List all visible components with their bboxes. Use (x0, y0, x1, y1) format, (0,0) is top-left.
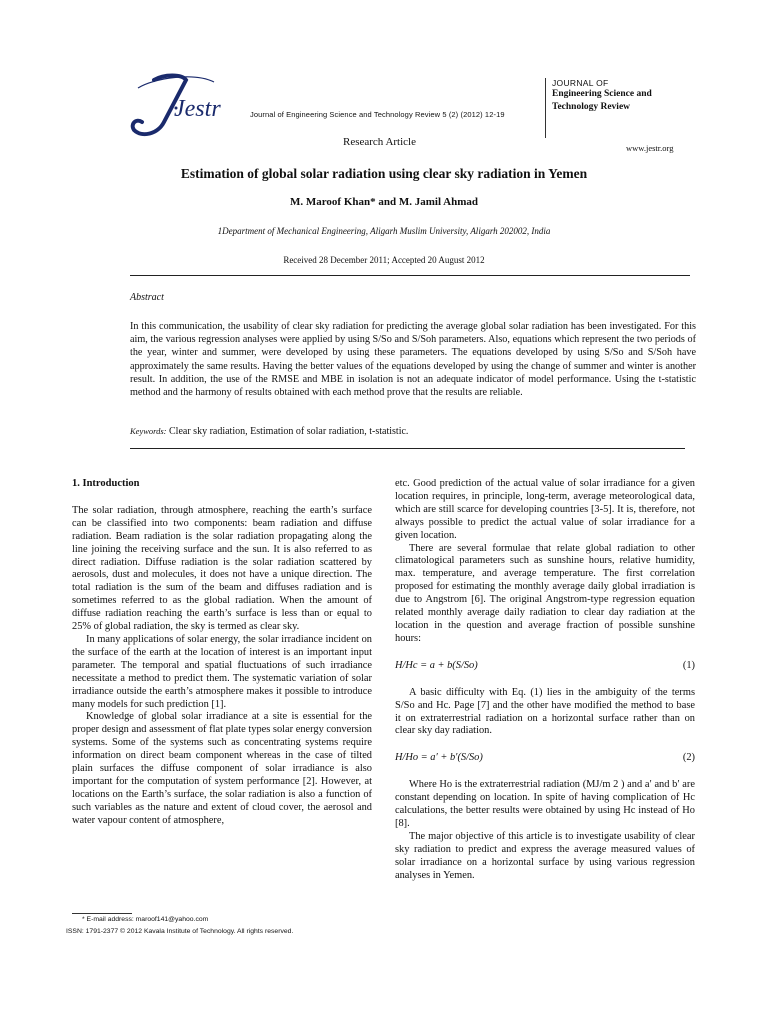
abstract-text: In this communication, the usability of clear sky radiation for predicting the average global solar radiation has been investigated. For this aim, the various regression analyses were applied by using S/So and S/Soh parameters. Also, equations which represent the two periods of the year, winter and summer, were developed by using these parameters. The equations developed by using S/So and S/Soh have approximately the same results. Having the better values of the equations developed by using the change of summer and winter is another result. In addition, the use of the RMSE and MBE in isolation is not an adequate indicator of model performance. Using the t-statistic method and the harmony of results obtained with each method prove that the results are reliable. (130, 321, 696, 399)
journal-box (545, 78, 698, 138)
issn-copyright: ISSN: 1791-2377 © 2012 Kavala Institute of Technology. All rights reserved. (66, 928, 294, 935)
divider-bottom (130, 448, 685, 449)
keywords-label: Keywords: (130, 426, 167, 436)
equation-2-formula: H/Ho = a′ + b′(S/So) (395, 752, 483, 764)
paper-authors: M. Maroof Khan* and M. Jamil Ahmad (289, 196, 479, 208)
equation-1-number: (1) (682, 659, 695, 671)
equation-1 (395, 660, 695, 673)
paragraph: There are several formulae that relate global radiation to other climatological parameters such as sunshine hours, relative humidity, max. temperature, and average temperature. The first correlation proposed for estimating the monthly average daily global irradiation is due to Angstrom [6]. The original Angstrom-type regression equation related monthly average daily radiation to clear day radiation at the location in the question and average fraction of possible sunshine hours: (395, 542, 695, 644)
author-affiliation: 1Department of Mechanical Engineering, Aligarh Muslim University, Aligarh 202002, India (217, 226, 551, 236)
author-email: * E-mail address: maroof141@yahoo.com (82, 916, 209, 923)
logo-text: Jestr (174, 96, 221, 122)
journal-website-link[interactable]: www.jestr.org (626, 143, 674, 153)
equation-2 (395, 752, 695, 765)
journal-box-label: JOURNAL OF (552, 78, 609, 88)
journal-citation: Journal of Engineering Science and Technology Review 5 (2) (2012) 12-19 (250, 110, 505, 119)
journal-box-name-2: Technology Review (552, 102, 631, 112)
equation-1-formula: H/Hc = a + b(S/So) (395, 659, 478, 671)
received-dates: Received 28 December 2011; Accepted 20 August 2012 (283, 255, 485, 265)
abstract-heading: Abstract (130, 292, 164, 303)
divider-top (130, 275, 690, 276)
paragraph: etc. Good prediction of the actual value of solar irradiance for a given location requires, in principle, long-term, average meteorological data, which are still scarce for developing countries [3-5]. It is, therefore, not always possible to predict the actual value of solar irradiance for a given location. (395, 478, 695, 541)
keywords (130, 426, 696, 437)
right-column (395, 478, 695, 882)
paragraph: In many applications of solar energy, the solar irradiance incident on the surface of the earth at the location of interest is an important input parameter. The temporal and spatial fluctuations of such irradiance necessitate a method to predict them. The systematic variation of solar irradiance outside the earth’s atmosphere makes it possible to introduce many models for such prediction [1]. (72, 633, 372, 710)
section-heading-introduction: 1. Introduction (72, 478, 140, 489)
paragraph: A basic difficulty with Eq. (1) lies in the ambiguity of the terms S/So and Hc. Page [7] and the other have modified the method to base it on extraterrestrial radiation on a horizontal surface rather than on clear sky day radiation. (395, 686, 695, 737)
footnote-rule (72, 913, 132, 914)
article-type: Research Article (343, 136, 416, 148)
paragraph: Knowledge of global solar irradiance at a site is essential for the proper design and assessment of flat plate types solar energy conversion systems. Some of the systems such as concentrating systems require information on direct beam component whereas in the case of tilted plain surfaces the diffuse component of solar irradiance is also important for the computation of system performance [2]. However, at locations on the Earth’s surface, the solar radiation is also a function of such variables as the nature and extent of cloud cover, the aerosol and water vapour content of atmosphere, (72, 711, 372, 826)
journal-logo (124, 70, 234, 150)
paper-title: Estimation of global solar radiation using clear sky radiation in Yemen (180, 166, 588, 181)
equation-2-number: (2) (682, 752, 695, 764)
paragraph: The solar radiation, through atmosphere, reaching the earth’s surface can be classified into two components: beam radiation and diffuse radiation. Beam radiation is the solar radiation propagating along the line joining the receiving surface and the sun. It is also referred to as direct radiation. Diffuse radiation is the solar radiation scattered by aerosols, dust and molecules, it does not have a unique direction. The total radiation is the sum of the beam and diffuses radiation and is sometimes referred to as the global radiation. When the amount of diffuse radiation reaching the earth’s surface is less than or equal to 25% of global radiation, the sky is termed as clear sky. (72, 504, 372, 633)
keywords-text: Clear sky radiation, Estimation of solar radiation, t-statistic. (166, 426, 409, 437)
paragraph: Where Ho is the extraterrestrial radiation (MJ/m 2 ) and a′ and b′ are constant depending on location. In spite of having complication of Hc calculations, the better results were obtained by using Hc instead of Ho [8]. (395, 779, 695, 829)
journal-box-name-1: Engineering Science and (552, 89, 652, 99)
left-column (72, 478, 372, 828)
paragraph: The major objective of this article is to investigate usability of clear sky radiation to predict and express the average measured values of solar irradiance on a horizontal surface by using various regression analyses in Yemen. (395, 830, 695, 881)
